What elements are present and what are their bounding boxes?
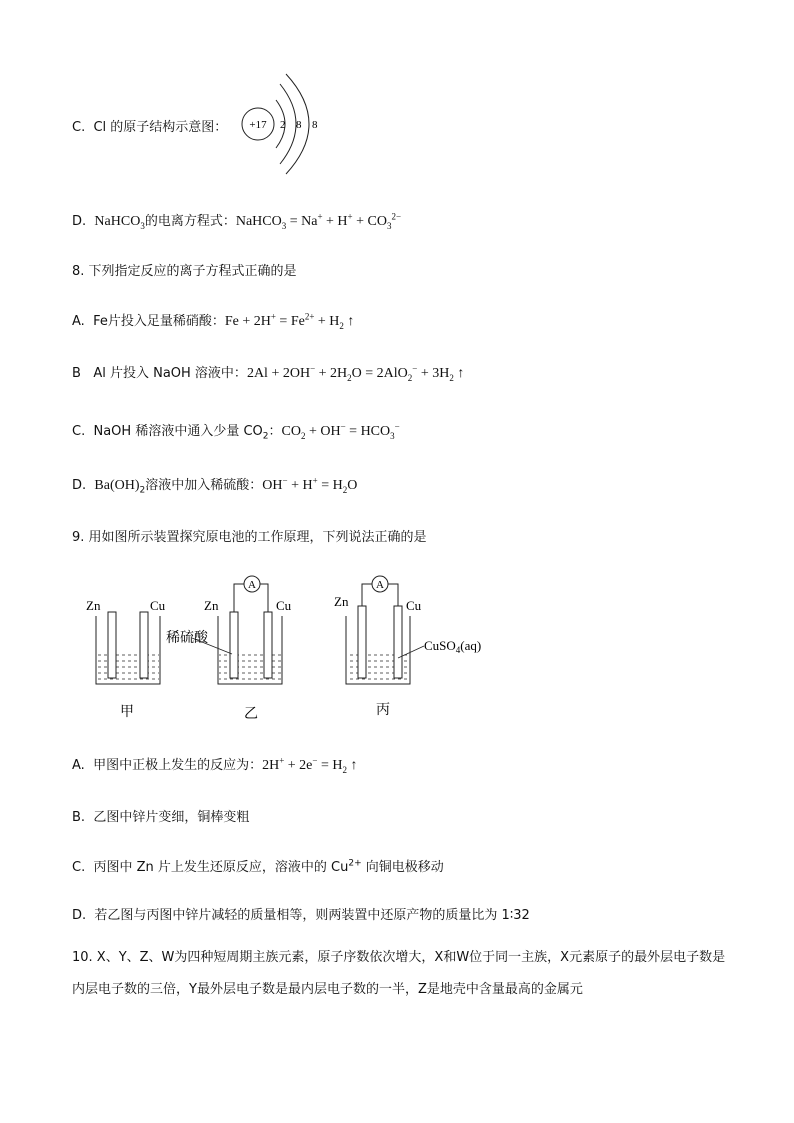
- zn-electrode: [108, 612, 116, 678]
- shell-electrons-3: 8: [312, 119, 318, 131]
- beaker-jia: [86, 598, 166, 684]
- zn-electrode: [358, 606, 366, 678]
- zn-electrode: [230, 612, 238, 678]
- cu-electrode: [394, 606, 402, 678]
- acid-label: 稀硫酸: [166, 631, 208, 646]
- equation: $OH^- + H^+ = H_2O$: [262, 475, 358, 495]
- cu-label: Cu: [150, 598, 166, 613]
- caption-bing: 丙: [376, 703, 390, 718]
- cu-label: Cu: [406, 598, 422, 613]
- galvanic-cell-figure: [80, 568, 520, 724]
- beaker-bing: [334, 576, 481, 684]
- zn-label: Zn: [334, 594, 349, 609]
- question-9-stem: 9. 用如图所示装置探究原电池的工作原理，下列说法正确的是: [72, 530, 427, 545]
- caption-jia: 甲: [120, 705, 134, 720]
- option-prefix: D.: [72, 214, 87, 229]
- q9-option-d: D. 若乙图与丙图中锌片减轻的质量相等，则两装置中还原产物的质量比为 1∶32: [72, 908, 530, 923]
- option-text: Cl 的原子结构示意图：: [93, 120, 228, 135]
- beaker-yi: [166, 576, 292, 684]
- ammeter-label: A: [376, 579, 384, 591]
- option-d-ionization: [72, 210, 401, 231]
- option-text: 的电离方程式：: [144, 214, 236, 229]
- q8-option-b: B Al 片投入 NaOH 溶液中：$2Al + 2OH^- + 2H_2O = 2AlO_2^- + 3H_2$ ↑: [72, 363, 465, 383]
- zn-label: Zn: [86, 598, 101, 613]
- q9-option-a: A. 甲图中正极上发生的反应为：$2H^+ + 2e^- = H_2$ ↑: [72, 755, 358, 775]
- q9-option-c: C. 丙图中 Zn 片上发生还原反应，溶液中的 $Cu^{2+}$ 向铜电极移动: [72, 858, 444, 875]
- zn-label: Zn: [204, 598, 219, 613]
- q8-option-c: C. NaOH 稀溶液中通入少量 $CO_2$：$CO_2 + OH^- = HCO_3^-$: [72, 421, 400, 442]
- equation: $CO_2 + OH^- = HCO_3^-$: [281, 421, 400, 441]
- equation: $2Al + 2OH^- + 2H_2O = 2AlO_2^- + 3H_2$ ↑: [246, 363, 465, 383]
- nucleus-charge: +17: [249, 119, 267, 131]
- equation: $2H^+ + 2e^- = H_2$ ↑: [262, 755, 358, 775]
- equation: $Fe + 2H^+ = Fe^{2+} + H_2$ ↑: [224, 311, 355, 331]
- q9-option-b: B. 乙图中锌片变细，铜棒变粗: [72, 810, 250, 825]
- cu-electrode: [264, 612, 272, 678]
- q8-option-d: D. $Ba(OH)_2$溶液中加入稀硫酸：$OH^- + H^+ = H_2O$: [72, 475, 358, 496]
- cuso4-label: CuSO$_4$(aq): [424, 638, 482, 655]
- shell-electrons-2: 8: [296, 119, 302, 131]
- option-prefix: C.: [72, 120, 86, 135]
- ammeter-label: A: [248, 579, 256, 591]
- cu-electrode: [140, 612, 148, 678]
- cl-atom-diagram: [236, 70, 336, 180]
- question-10-stem: 10. X、Y、Z、W为四种短周期主族元素，原子序数依次增大，X和W位于同一主族，X元素原子的最外层电子数是内层电子数的三倍，Y最外层电子数是最内层电子数的一半，Z是地壳中含量最高的金属元: [72, 950, 726, 997]
- option-c-atom-structure: [72, 116, 227, 135]
- caption-yi: 乙: [244, 707, 258, 722]
- question-8-stem: 8. 下列指定反应的离子方程式正确的是: [72, 264, 297, 279]
- q8-option-a: A. Fe片投入足量稀硝酸：$Fe + 2H^+ = Fe^{2+} + H_2$ ↑: [72, 311, 355, 331]
- equation: NaHCO$_3$ = $Na^+ + H^+ + CO_3^{2-}$: [235, 211, 402, 231]
- shell-electrons-1: 2: [280, 119, 286, 131]
- formula: NaHCO$_3$: [94, 214, 145, 231]
- cu-label: Cu: [276, 598, 292, 613]
